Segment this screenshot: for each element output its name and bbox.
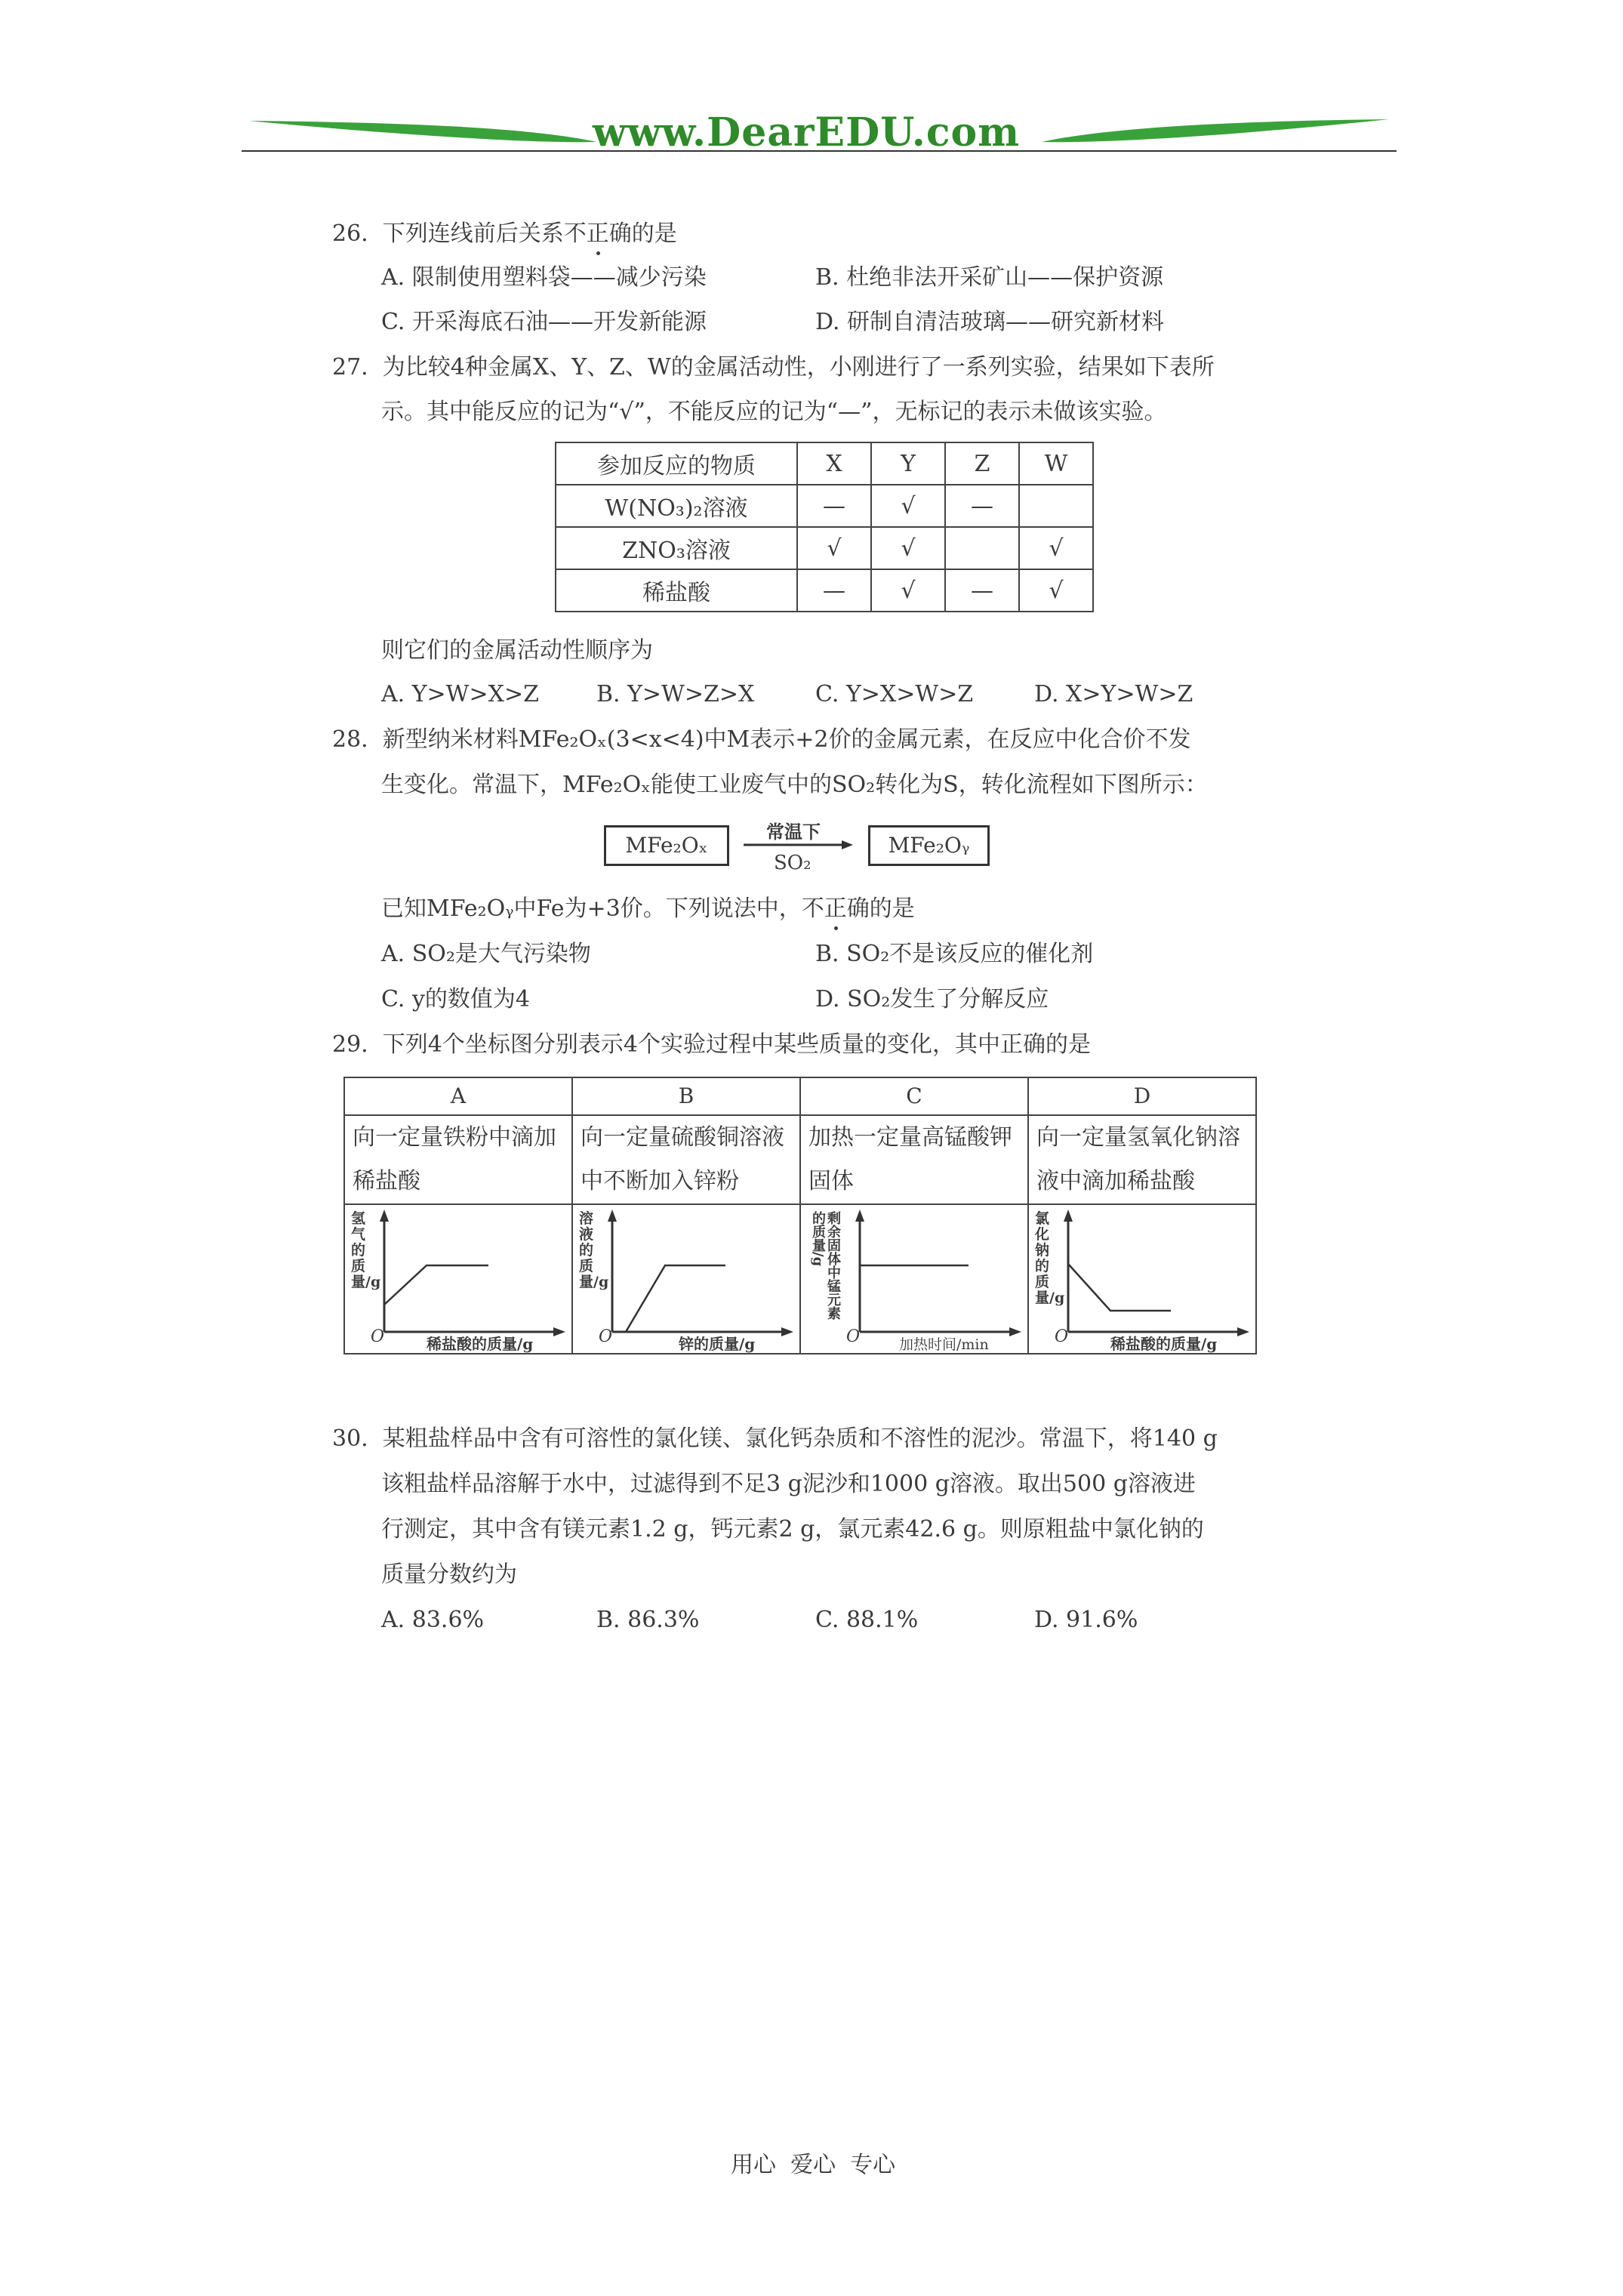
y-axis-label: 剩余固体中锰元素的质量/g bbox=[810, 1211, 841, 1320]
flow-arrow-icon bbox=[744, 840, 853, 850]
q27-option-b: B. Y>W>Z>X bbox=[596, 681, 755, 707]
q27-option-a: A. Y>W>X>Z bbox=[381, 681, 539, 707]
q27-follow: 则它们的金属活动性顺序为 bbox=[381, 637, 653, 664]
emphasis-text: 不正确 bbox=[564, 219, 632, 249]
q30-option-c: C. 88.1% bbox=[815, 1607, 919, 1633]
q26-option-d: D. 研制自清洁玻璃——研究新材料 bbox=[815, 309, 1165, 335]
origin-label: O bbox=[371, 1327, 385, 1346]
table-row: ZNO₃溶液 √ √ √ bbox=[556, 527, 1093, 569]
question-27-line1: 27. 为比较4种金属X、Y、Z、W的金属活动性，小刚进行了一系列实验，结果如下表所 bbox=[332, 354, 1215, 381]
flow-left-box: MFe₂Oₓ bbox=[604, 825, 729, 866]
q28-option-b: B. SO₂不是该反应的催化剂 bbox=[815, 941, 1094, 967]
origin-label: O bbox=[846, 1327, 861, 1346]
graph-d bbox=[1028, 1204, 1256, 1354]
question-30-line1: 30. 某粗盐样品中含有可溶性的氯化镁、氯化钙杂质和不溶性的泥沙。常温下，将140 g bbox=[332, 1425, 1218, 1452]
question-26: 26. 下列连线前后关系不正确的是 bbox=[332, 219, 677, 249]
flow-arrow-top: 常温下 bbox=[766, 821, 821, 843]
table-row: W(NO₃)₂溶液 — √ — bbox=[556, 485, 1093, 527]
q27-option-c: C. Y>X>W>Z bbox=[815, 681, 974, 707]
q30-option-b: B. 86.3% bbox=[596, 1607, 700, 1633]
q30-option-d: D. 91.6% bbox=[1034, 1607, 1138, 1633]
y-axis-label: 溶液的质量/g bbox=[579, 1210, 609, 1290]
y-axis-label: 氯化钠的质量/g bbox=[1035, 1210, 1065, 1306]
q26-option-a: A. 限制使用塑料袋——减少污染 bbox=[381, 264, 707, 291]
flow-right-box: MFe₂Oᵧ bbox=[868, 825, 990, 866]
q27-option-d: D. X>Y>W>Z bbox=[1034, 681, 1193, 707]
table-header-row: A B C D bbox=[344, 1077, 1256, 1115]
question-30-line2: 该粗盐样品溶解于水中，过滤得到不足3 g泥沙和1000 g溶液。取出500 g溶液进 bbox=[381, 1471, 1196, 1497]
site-logo: www.DearEDU.com bbox=[593, 109, 1021, 156]
table-row bbox=[344, 1204, 1256, 1354]
q30-option-a: A. 83.6% bbox=[381, 1607, 485, 1633]
question-27-line2: 示。其中能反应的记为“√”，不能反应的记为“—”，无标记的表示未做该实验。 bbox=[381, 399, 1167, 425]
question-30-line3: 行测定，其中含有镁元素1.2 g，钙元素2 g，氯元素42.6 g。则原粗盐中氯化钠的 bbox=[381, 1516, 1204, 1542]
metal-reaction-table bbox=[555, 442, 1094, 612]
question-28-line2: 生变化。常温下，MFe₂Oₓ能使工业废气中的SO₂转化为S，转化流程如下图所示： bbox=[381, 772, 1208, 798]
y-axis-label: 氢气的质量/g bbox=[351, 1210, 381, 1290]
origin-label: O bbox=[599, 1327, 613, 1346]
q26-option-b: B. 杜绝非法开采矿山——保护资源 bbox=[815, 264, 1164, 291]
graph-a bbox=[344, 1204, 572, 1354]
emphasis-text: 不正确 bbox=[802, 894, 870, 924]
origin-label: O bbox=[1055, 1327, 1069, 1346]
table-row: 稀盐酸 — √ — √ bbox=[556, 569, 1093, 612]
graph-table bbox=[343, 1077, 1257, 1354]
x-axis-label: 稀盐酸的质量/g bbox=[427, 1335, 534, 1353]
graph-c-plot bbox=[801, 1205, 1027, 1353]
page-footer: 用心 爱心 专心 bbox=[731, 2152, 896, 2178]
x-axis-label: 加热时间/min bbox=[899, 1336, 989, 1353]
graph-c bbox=[800, 1204, 1028, 1354]
question-28-line1: 28. 新型纳米材料MFe₂Oₓ(3<x<4)中M表示+2价的金属元素，在反应中化合价不发 bbox=[332, 726, 1191, 753]
table-row: 向一定量铁粉中滴加稀盐酸 向一定量硫酸铜溶液中不断加入锌粉 加热一定量高锰酸钾固体 向一定量氢氧化钠溶液中滴加稀盐酸 bbox=[344, 1115, 1256, 1204]
q28-follow: 已知MFe₂Oᵧ中Fe为+3价。下列说法中，不正确的是 bbox=[381, 894, 915, 924]
question-29: 29. 下列4个坐标图分别表示4个实验过程中某些质量的变化，其中正确的是 bbox=[332, 1031, 1091, 1058]
q28-option-c: C. y的数值为4 bbox=[381, 986, 530, 1012]
flow-arrow-bottom: SO₂ bbox=[774, 852, 812, 874]
x-axis-label: 锌的质量/g bbox=[679, 1335, 756, 1353]
q28-option-d: D. SO₂发生了分解反应 bbox=[815, 986, 1049, 1012]
x-axis-label: 稀盐酸的质量/g bbox=[1110, 1335, 1218, 1353]
q26-option-c: C. 开采海底石油——开发新能源 bbox=[381, 309, 707, 335]
question-30-line4: 质量分数约为 bbox=[381, 1561, 517, 1588]
q28-option-a: A. SO₂是大气污染物 bbox=[381, 941, 591, 967]
table-header-row: 参加反应的物质 X Y Z W bbox=[556, 442, 1093, 485]
graph-b bbox=[572, 1204, 800, 1354]
